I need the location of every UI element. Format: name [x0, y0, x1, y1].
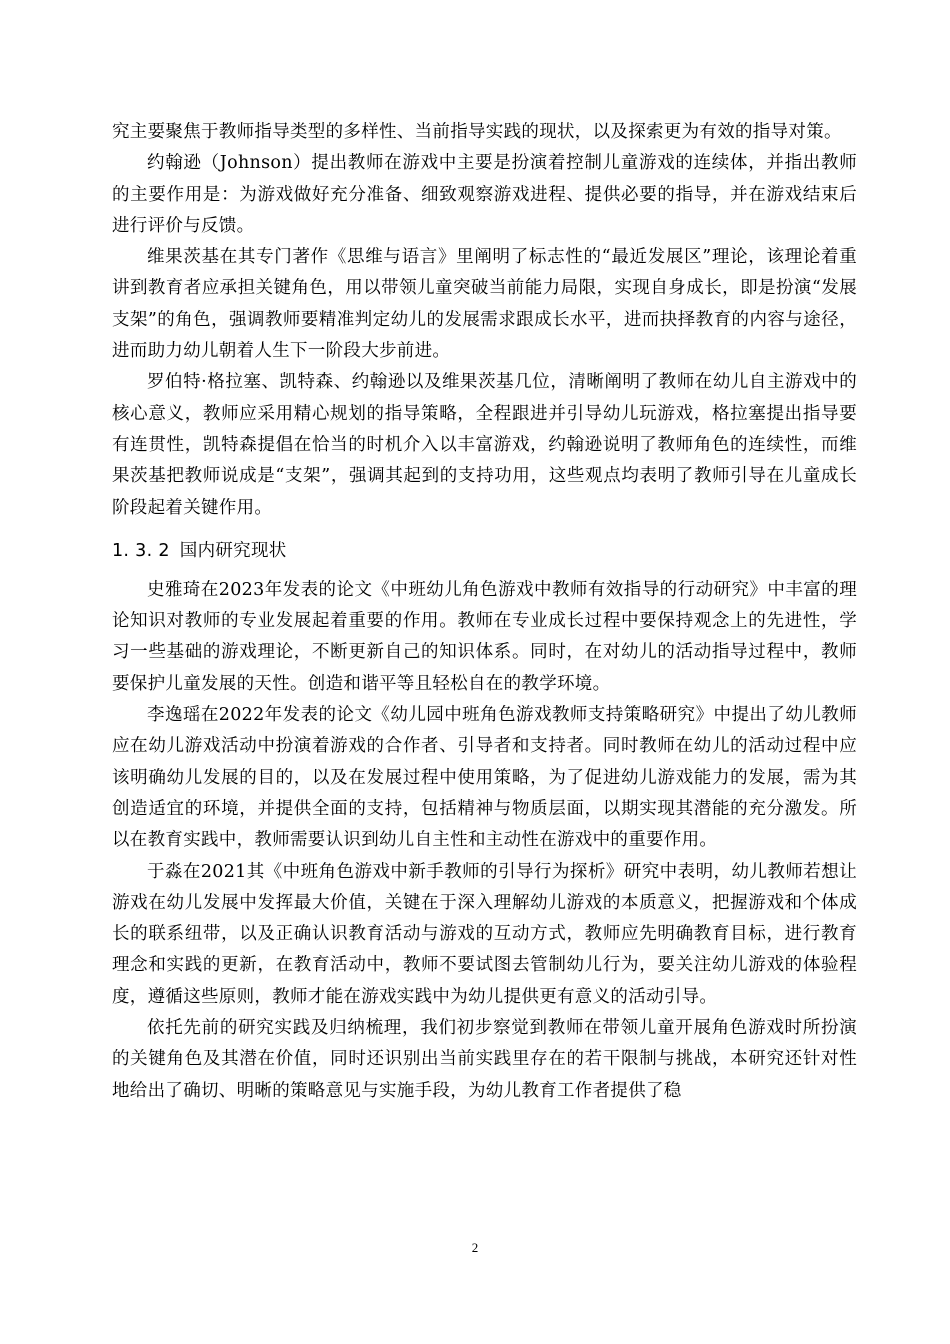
- paragraph-johnson: 约翰逊（Johnson）提出教师在游戏中主要是扮演着控制儿童游戏的连续体，并指出教师的主要作用是：为游戏做好充分准备、细致观察游戏进程、提供必要的指导，并在游戏结束后进行评价与反馈。: [112, 153, 857, 236]
- paragraph-vygotsky: 维果茨基在其专门著作《思维与语言》里阐明了标志性的“最近发展区”理论，该理论着重讲到教育者应承担关键角色，用以带领儿童突破当前能力局限，实现自身成长，即是扮演“发展支架”的角色，强调教师要精准判定幼儿的发展需求跟成长水平，进而抉择教育的内容与途径，进而助力幼儿朝着人生下一阶段大步前进。: [112, 247, 857, 362]
- paragraph-shi-yaqi: 史雅琦在2023年发表的论文《中班幼儿角色游戏中教师有效指导的行动研究》中丰富的理论知识对教师的专业发展起着重要的作用。教师在专业成长过程中要保持观念上的先进性，学习一些基础的游戏理论，不断更新自己的知识体系。同时，在对幼儿的活动指导过程中，教师要保护儿童发展的天性。创造和谐平等且轻松自在的教学环境。: [112, 579, 857, 694]
- paragraph-summary: 罗伯特·格拉塞、凯特森、约翰逊以及维果茨基几位，清晰阐明了教师在幼儿自主游戏中的核心意义，教师应采用精心规划的指导策略，全程跟进并引导幼儿玩游戏，格拉塞提出指导要有连贯性，凯特森提倡在恰当的时机介入以丰富游戏，约翰逊说明了教师角色的连续性，而维果茨基把教师说成是“支架”，强调其起到的支持功用，这些观点均表明了教师引导在儿童成长阶段起着关键作用。: [112, 372, 857, 518]
- paragraph-continuation: 究主要聚焦于教师指导类型的多样性、当前指导实践的现状，以及探索更为有效的指导对策。: [112, 122, 842, 142]
- section-heading: [112, 536, 857, 566]
- paragraph-yu-miao: 于淼在2021其《中班角色游戏中新手教师的引导行为探析》研究中表明，幼儿教师若想让游戏在幼儿发展中发挥最大价值，关键在于深入理解幼儿游戏的本质意义，把握游戏和个体成长的联系纽带，以及正确认识教育活动与游戏的互动方式，教师应先明确教育目标，进行教育理念和实践的更新，在教育活动中，教师不要试图去管制幼儿行为，要关注幼儿游戏的体验程度，遵循这些原则，教师才能在游戏实践中为幼儿提供更有意义的活动引导。: [112, 861, 857, 1007]
- section-title: 国内研究现状: [179, 540, 287, 561]
- paragraph-conclusion: 依托先前的研究实践及归纳梳理，我们初步察觉到教师在带领儿童开展角色游戏时所扮演的关键角色及其潜在价值，同时还识别出当前实践里存在的若干限制与挑战，本研究还针对性地给出了确切、明晰的策略意见与实施手段，为幼儿教育工作者提供了稳: [112, 1018, 857, 1101]
- document-page: [112, 117, 857, 1107]
- page-number: 2: [471, 1240, 479, 1255]
- paragraph-li-yiyao: 李逸瑶在2022年发表的论文《幼儿园中班角色游戏教师支持策略研究》中提出了幼儿教师应在幼儿游戏活动中扮演着游戏的合作者、引导者和支持者。同时教师在幼儿的活动过程中应该明确幼儿发展的目的，以及在发展过程中使用策略，为了促进幼儿游戏能力的发展，需为其创造适宜的环境，并提供全面的支持，包括精神与物质层面，以期实现其潜能的充分激发。所以在教育实践中，教师需要认识到幼儿自主性和主动性在游戏中的重要作用。: [112, 705, 857, 851]
- section-number: 1. 3. 2: [112, 540, 170, 561]
